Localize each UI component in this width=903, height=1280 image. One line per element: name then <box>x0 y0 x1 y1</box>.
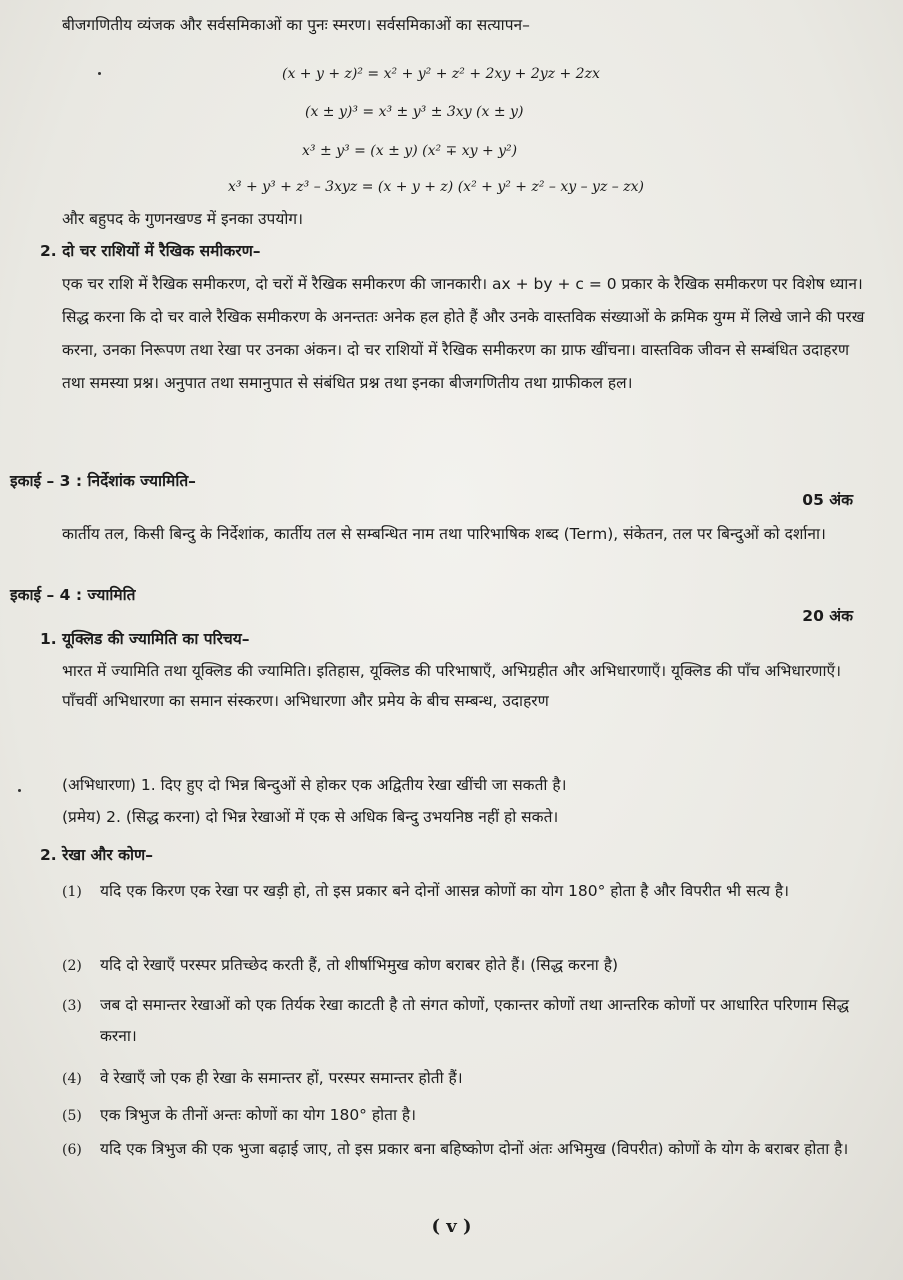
unit-3-body: कार्तीय तल, किसी बिन्दु के निर्देशांक, कार्तीय तल से सम्बन्धित नाम तथा पारिभाषिक शब्द (Term), संकेतन, तल पर बिन्दुओं को दर्शाना। <box>62 525 826 543</box>
theorem-line: (प्रमेय) 2. (सिद्ध करना) दो भिन्न रेखाओं में एक से अधिक बिन्दु उभयनिष्ठ नहीं हो सकते। <box>62 808 559 826</box>
item-text: यदि एक किरण एक रेखा पर खड़ी हो, तो इस प्रकार बने दोनों आसन्न कोणों का योग 180° होता है और विपरीत भी सत्य है। <box>100 882 789 900</box>
euclid-body: भारत में ज्यामिति तथा यूक्लिड की ज्यामिति। इतिहास, यूक्लिड की परिभाषाएँ, अभिग्रहीत और अभिधारणाएँ। यूक्लिड की पाँच अभिधारणाएँ। पाँचवीं अभिधारणा का समान संस्करण। अभिधारणा और प्रमेय के बीच सम्बन्ध, उदाहरण <box>62 662 841 710</box>
lines-angles-heading: 2. रेखा और कोण– <box>40 846 153 864</box>
item-text: एक त्रिभुज के तीनों अन्तः कोणों का योग 180° होता है। <box>100 1106 416 1124</box>
axiom-line: (अभिधारणा) 1. दिए हुए दो भिन्न बिन्दुओं से होकर एक अद्वितीय रेखा खींची जा सकती है। <box>62 776 567 794</box>
item-number: (1) <box>62 884 82 900</box>
unit-4-heading: इकाई – 4 : ज्यामिति <box>10 586 136 604</box>
item-number: (4) <box>62 1071 82 1087</box>
section-2-heading: 2. दो चर राशियों में रैखिक समीकरण– <box>40 242 261 260</box>
list-item <box>62 1100 872 1131</box>
identity-4: x³ + y³ + z³ – 3xyz = (x + y + z) (x² + y² + z² – xy – yz – zx) <box>228 179 644 195</box>
item-number: (2) <box>62 958 82 974</box>
identity-3: x³ ± y³ = (x ± y) (x² ∓ xy + y²) <box>302 143 518 159</box>
intro-line: बीजगणितीय व्यंजक और सर्वसमिकाओं का पुनः स्मरण। सर्वसमिकाओं का सत्यापन– <box>62 16 530 34</box>
identities-use: और बहुपद के गुणनखण्ड में इनका उपयोग। <box>62 210 303 228</box>
list-item <box>62 950 872 981</box>
page-number: ( v ) <box>431 1216 472 1237</box>
section-2-body: एक चर राशि में रैखिक समीकरण, दो चरों में रैखिक समीकरण की जानकारी। ax + by + c = 0 प्रकार के रैखिक समीकरण पर विशेष ध्यान। सिद्ध करना कि दो चर वाले रैखिक समीकरण के अनन्ततः अनेक हल होते हैं और उनके वास्तविक संख्याओं के क्रमिक युग्म में लिखे जाने की परख करना, उनका निरूपण तथा रेखा पर उनका अंकन। दो चर राशियों में रैखिक समीकरण का ग्राफ खींचना। वास्तविक जीवन से सम्बंधित उदाहरण तथा समस्या प्रश्न। अनुपात तथा समानुपात से संबंधित प्रश्न तथा इनका बीजगणितीय तथा ग्राफीकल हल। <box>62 275 865 392</box>
euclid-heading: 1. यूक्लिड की ज्यामिति का परिचय– <box>40 630 250 648</box>
identity-1: (x + y + z)² = x² + y² + z² + 2xy + 2yz + 2zx <box>282 66 600 82</box>
item-text: यदि एक त्रिभुज की एक भुजा बढ़ाई जाए, तो इस प्रकार बना बहिष्कोण दोनों अंतः अभिमुख (विपरीत) कोणों के योग के बराबर होता है। <box>100 1140 849 1158</box>
item-number: (6) <box>62 1142 82 1158</box>
item-number: (3) <box>62 998 82 1014</box>
unit-3-heading: इकाई – 3 : निर्देशांक ज्यामिति– <box>10 472 196 490</box>
item-text: वे रेखाएँ जो एक ही रेखा के समान्तर हों, परस्पर समान्तर होती हैं। <box>100 1069 463 1087</box>
list-item <box>62 876 872 938</box>
unit-4-marks: 20 अंक <box>802 607 853 625</box>
item-text: यदि दो रेखाएँ परस्पर प्रतिच्छेद करती हैं, तो शीर्षाभिमुख कोण बराबर होते हैं। (सिद्ध करना है) <box>100 956 619 974</box>
list-item <box>62 1063 872 1094</box>
unit-3-marks: 05 अंक <box>802 491 853 509</box>
list-item <box>62 990 872 1052</box>
list-item <box>62 1134 872 1196</box>
identity-2: (x ± y)³ = x³ ± y³ ± 3xy (x ± y) <box>305 104 524 120</box>
item-number: (5) <box>62 1108 82 1124</box>
speck-mark <box>98 72 101 75</box>
speck-mark <box>18 789 21 792</box>
item-text: जब दो समान्तर रेखाओं को एक तिर्यक रेखा काटती है तो संगत कोणों, एकान्तर कोणों तथा आन्तरिक कोणों पर आधारित परिणाम सिद्ध करना। <box>100 996 850 1045</box>
